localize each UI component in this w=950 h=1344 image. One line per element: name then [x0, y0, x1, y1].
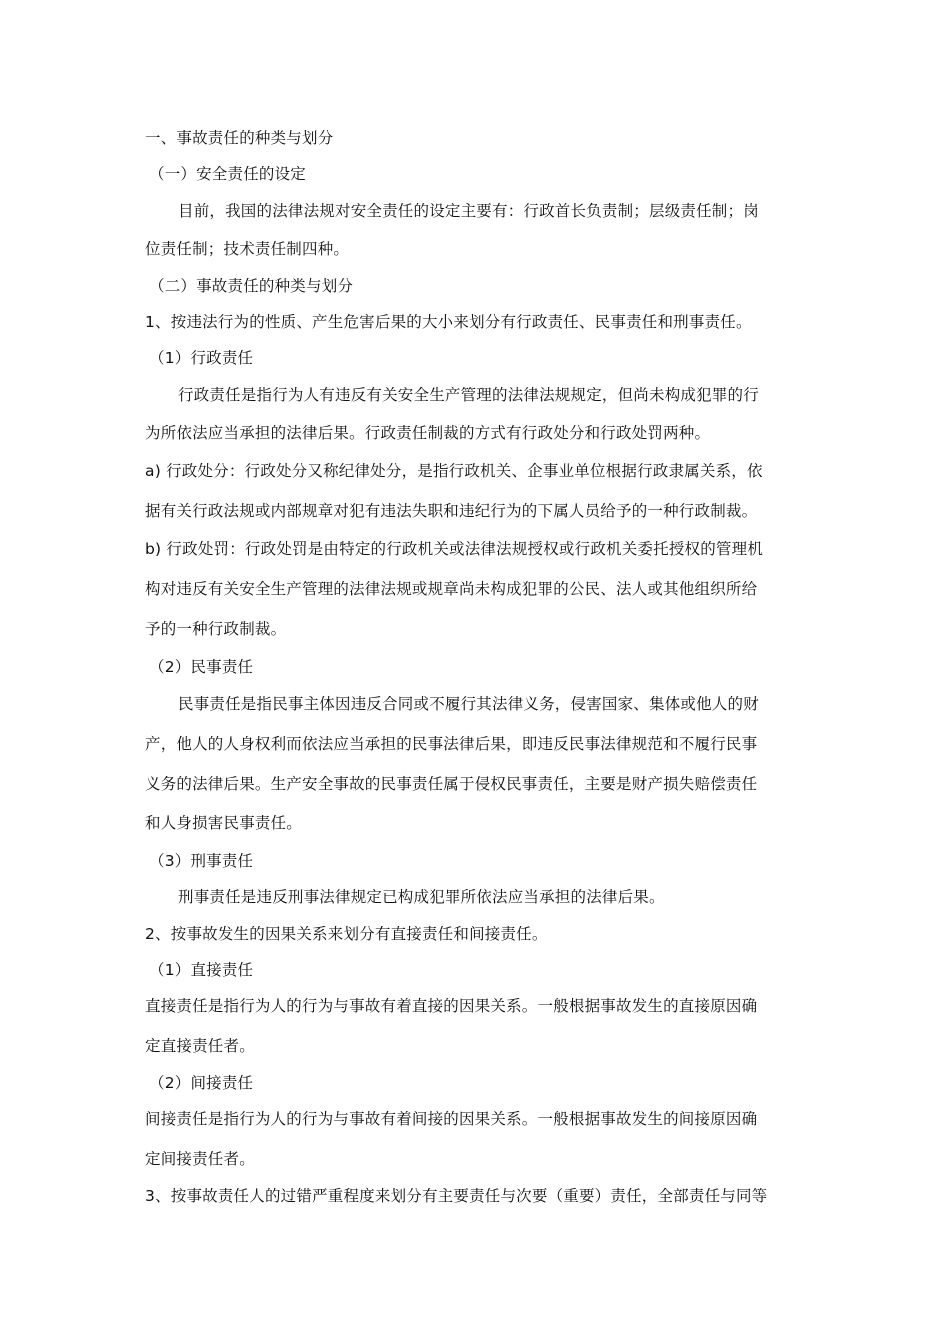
paragraph-line: 据有关行政法规或内部规章对犯有违法失职和违纪行为的下属人员给予的一种行政制裁。 [145, 502, 758, 520]
paragraph-line: 定间接责任者。 [145, 1150, 255, 1168]
paragraph-line: 位责任制；技术责任制四种。 [145, 240, 350, 258]
list-item-heading: 1、按违法行为的性质、产生危害后果的大小来划分有行政责任、民事责任和刑事责任。 [145, 313, 752, 331]
paragraph-line: 行政责任是指行为人有违反有关安全生产管理的法律法规规定，但尚未构成犯罪的行 [178, 386, 759, 404]
paragraph-line: 产，他人的人身权利而依法应当承担的民事法律后果，即违反民事法律规范和不履行民事 [145, 735, 758, 753]
item-heading: （1）行政责任 [149, 349, 254, 367]
list-item-heading: 2、按事故发生的因果关系来划分有直接责任和间接责任。 [145, 925, 548, 943]
item-heading: （2）间接责任 [149, 1074, 254, 1092]
item-heading: （1）直接责任 [149, 961, 254, 979]
paragraph-line: 直接责任是指行为人的行为与事故有着直接的因果关系。一般根据事故发生的直接原因确 [145, 997, 758, 1015]
subsection-heading: （二）事故责任的种类与划分 [149, 277, 354, 295]
paragraph-line: 民事责任是指民事主体因违反合同或不履行其法律义务，侵害国家、集体或他人的财 [178, 695, 759, 713]
section-heading: 一、事故责任的种类与划分 [145, 129, 334, 147]
paragraph-line: a) 行政处分：行政处分又称纪律处分，是指行政机关、企事业单位根据行政隶属关系，依 [145, 462, 763, 480]
list-item-heading: 3、按事故责任人的过错严重程度来划分有主要责任与次要（重要）责任，全部责任与同等 [145, 1187, 768, 1205]
paragraph-line: 间接责任是指行为人的行为与事故有着间接的因果关系。一般根据事故发生的间接原因确 [145, 1110, 758, 1128]
paragraph-line: 为所依法应当承担的法律后果。行政责任制裁的方式有行政处分和行政处罚两种。 [145, 424, 711, 442]
paragraph-line: 义务的法律后果。生产安全事故的民事责任属于侵权民事责任，主要是财产损失赔偿责任 [145, 775, 758, 793]
paragraph-line: 和人身损害民事责任。 [145, 814, 303, 832]
paragraph-line: 构对违反有关安全生产管理的法律法规或规章尚未构成犯罪的公民、法人或其他组织所给 [145, 580, 758, 598]
paragraph-line: 定直接责任者。 [145, 1037, 255, 1055]
paragraph-line: 刑事责任是违反刑事法律规定已构成犯罪所依法应当承担的法律后果。 [178, 888, 665, 906]
item-heading: （2）民事责任 [149, 658, 254, 676]
paragraph-line: 予的一种行政制裁。 [145, 620, 287, 638]
paragraph-line: b) 行政处罚：行政处罚是由特定的行政机关或法律法规授权或行政机关委托授权的管理机 [145, 540, 764, 558]
subsection-heading: （一）安全责任的设定 [149, 165, 307, 183]
paragraph-line: 目前，我国的法律法规对安全责任的设定主要有：行政首长负责制；层级责任制；岗 [178, 202, 759, 220]
item-heading: （3）刑事责任 [149, 852, 254, 870]
